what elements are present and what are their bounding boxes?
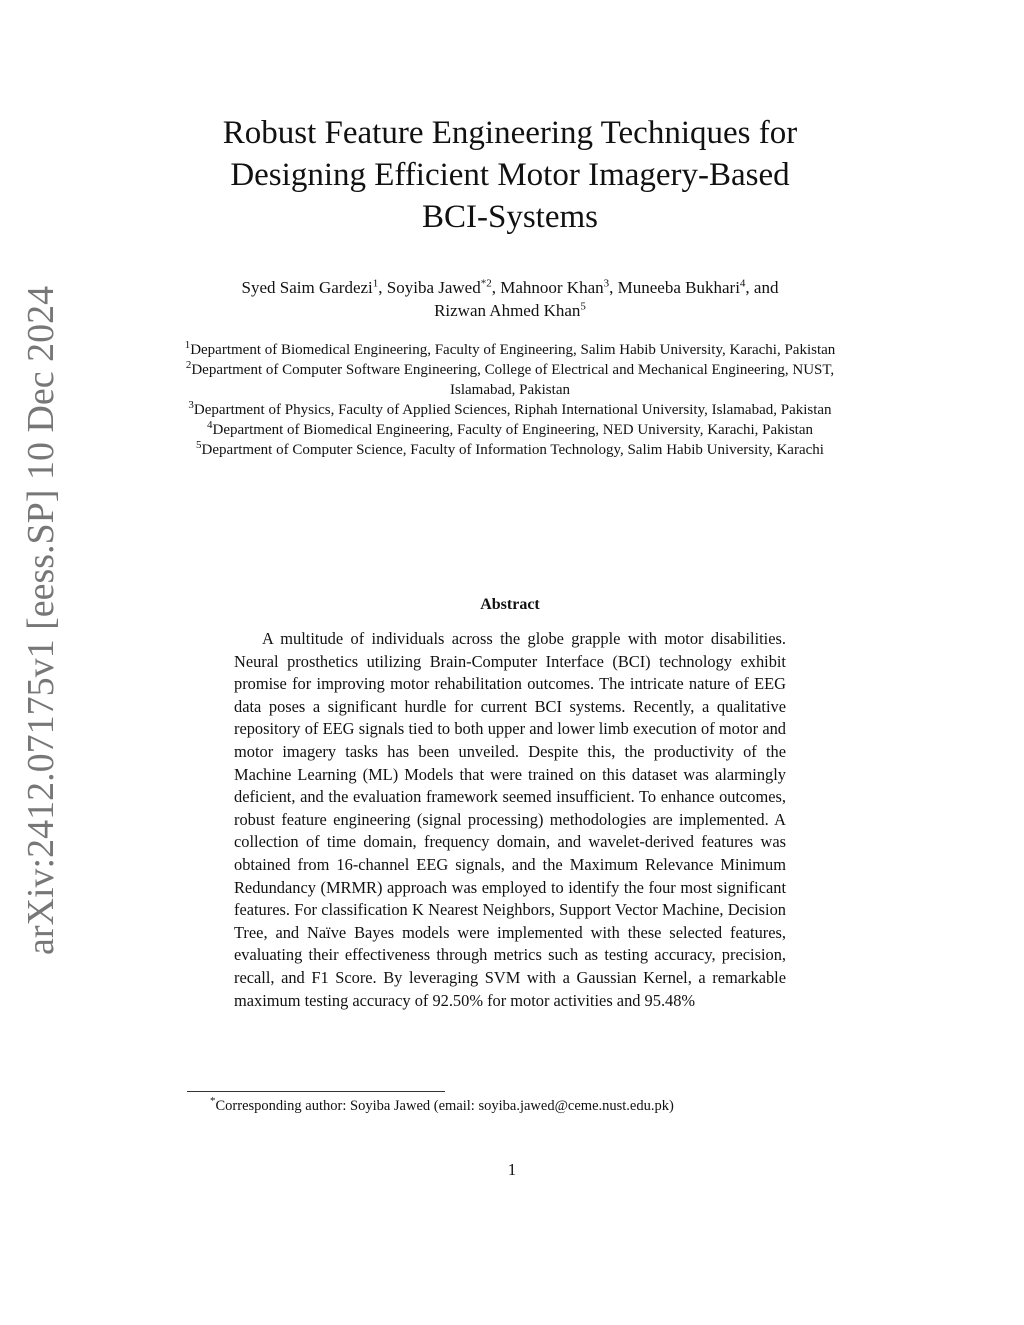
affiliation-number: 3: [188, 399, 194, 411]
footnote-marker: *: [210, 1095, 216, 1108]
affiliation-number: 2: [185, 359, 192, 371]
title-line: BCI-Systems: [421, 199, 599, 235]
author-list: [150, 276, 870, 322]
author-separator: ,: [378, 278, 387, 297]
author-name: Mahnoor Khan: [500, 278, 604, 297]
affiliation-item: [170, 440, 850, 460]
affiliation-item: [170, 360, 850, 400]
page-number: 1: [507, 1160, 517, 1179]
affiliation-text: Department of Computer Software Engineering, College of Electrical and Mechanical Engineering, NUST, Islamabad, Pakistan: [191, 362, 835, 398]
affiliation-number: 5: [196, 439, 202, 451]
author-name: Rizwan Ahmed Khan: [434, 301, 581, 320]
author-separator: , and: [745, 278, 779, 297]
author-affiliation-marker: 3: [603, 277, 610, 290]
author-separator: ,: [609, 278, 618, 297]
abstract-heading: Abstract: [480, 596, 540, 613]
author-name: Syed Saim Gardezi: [241, 278, 373, 297]
title-line: Robust Feature Engineering Techniques for: [222, 115, 798, 151]
affiliation-item: [170, 400, 850, 420]
affiliation-list: [170, 340, 850, 460]
footnote-text: Corresponding author: Soyiba Jawed (email: soyiba.jawed@ceme.nust.edu.pk): [215, 1098, 674, 1114]
affiliation-item: [170, 340, 850, 360]
author-affiliation-marker: 4: [739, 277, 746, 290]
affiliation-text: Department of Biomedical Engineering, Faculty of Engineering, Salim Habib University, Karachi, Pakistan: [190, 342, 836, 358]
affiliation-text: Department of Physics, Faculty of Applied Sciences, Riphah International University, Islamabad, Pakistan: [193, 402, 832, 418]
author-affiliation-marker: 5: [580, 300, 586, 313]
paper-title: [160, 112, 860, 238]
author-affiliation-marker: 1: [372, 277, 379, 290]
arxiv-identifier-stamp: arXiv:2412.07175v1 [eess.SP] 10 Dec 2024: [20, 285, 62, 955]
author-separator: ,: [491, 278, 501, 297]
footnote-divider: [187, 1091, 445, 1092]
author-affiliation-marker: *2: [480, 277, 492, 290]
title-line: Designing Efficient Motor Imagery-Based: [230, 157, 790, 193]
abstract-body: A multitude of individuals across the globe grapple with motor disabilities. Neural prosthetics utilizing Brain-Computer Interface (BCI) technology exhibit promise for improving motor rehabilitation outcomes. The intricate nature of EEG data poses a significant hurdle for current BCI systems. Recently, a qualitative repository of EEG signals tied to both upper and lower limb execution of motor and motor imagery tasks has been unveiled. Despite this, the productivity of the Machine Learning (ML) Models that were trained on this dataset was alarmingly deficient, and the evaluation framework seemed insufficient. To enhance outcomes, robust feature engineering (signal processing) methodologies are implemented. A collection of time domain, frequency domain, and wavelet-derived features was obtained from 16-channel EEG signals, and the Maximum Relevance Minimum Redundancy (MRMR) approach was employed to identify the four most significant features. For classification K Nearest Neighbors, Support Vector Machine, Decision Tree, and Naïve Bayes models were implemented with these selected features, evaluating their effectiveness through metrics such as testing accuracy, precision, recall, and F1 Score. By leveraging SVM with a Gaussian Kernel, a remarkable maximum testing accuracy of 92.50% for motor activities and 95.48%: [234, 629, 786, 1010]
author-name: Soyiba Jawed: [386, 278, 481, 297]
corresponding-author-footnote: [210, 1096, 830, 1116]
author-name: Muneeba Bukhari: [617, 278, 740, 297]
affiliation-item: [170, 420, 850, 440]
affiliation-number: 1: [184, 339, 191, 351]
affiliation-text: Department of Biomedical Engineering, Faculty of Engineering, NED University, Karachi, Pakistan: [212, 422, 814, 438]
affiliation-number: 4: [206, 419, 213, 431]
affiliation-text: Department of Computer Science, Faculty of Information Technology, Salim Habib University, Karachi: [201, 442, 824, 458]
